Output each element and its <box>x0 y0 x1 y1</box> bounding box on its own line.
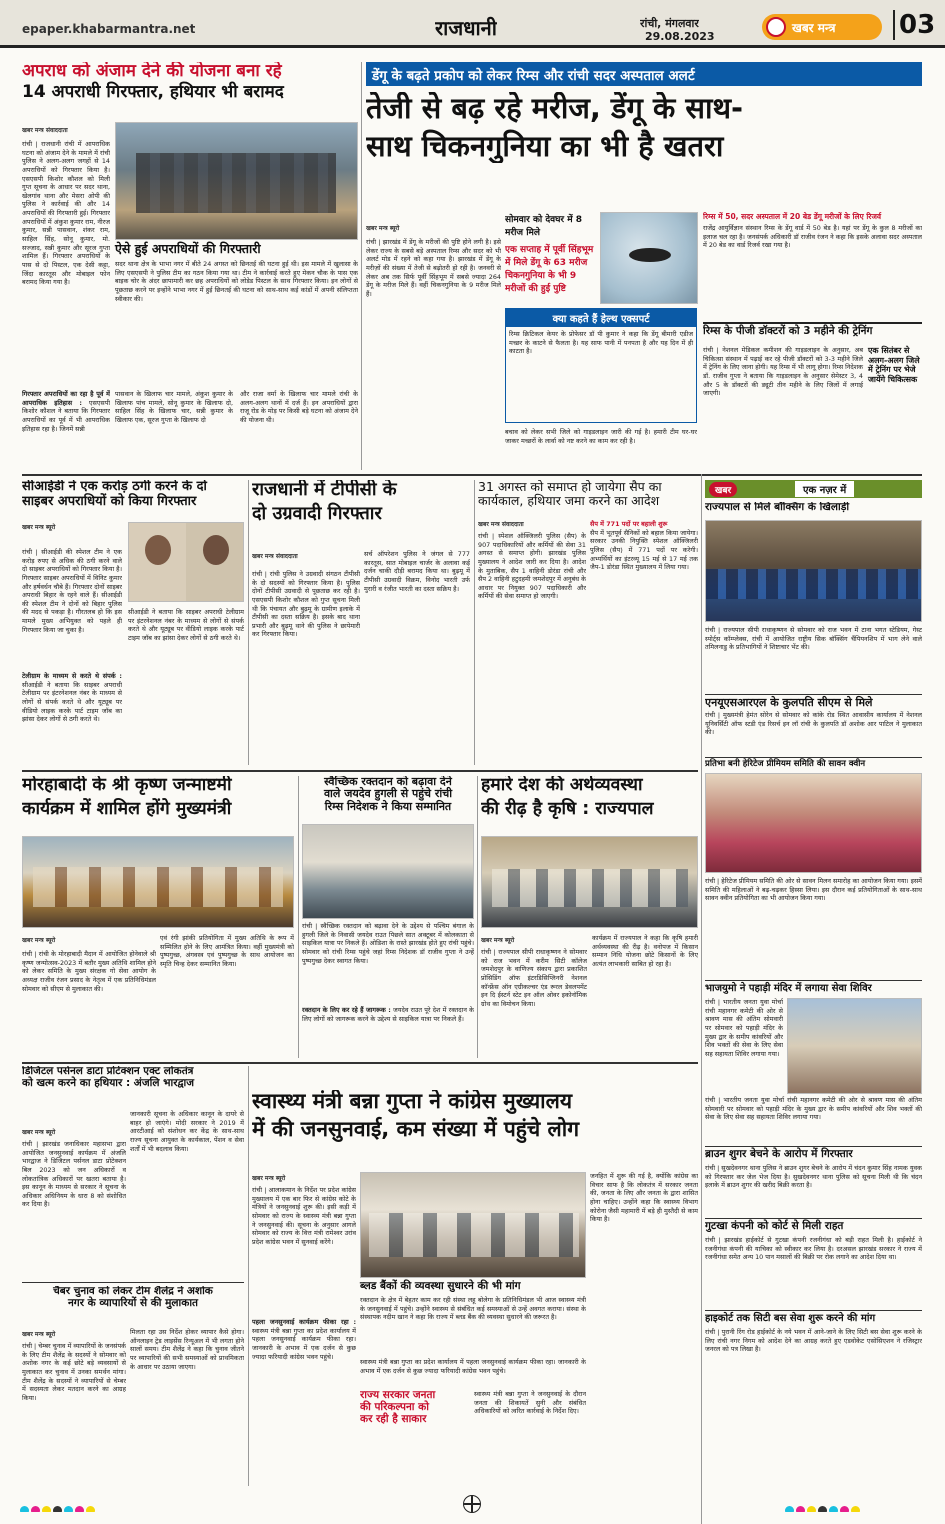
subhead-body: जयदेव राउत पूरे देश में रक्तदान के लिए लोगों को जागरूक करने के उद्देश्य से साइकिल यात्रा पर निकले हैं। <box>302 1006 474 1023</box>
mosquito-photo <box>600 212 698 304</box>
photo-body: रक्तदान के क्षेत्र में बेहतर काम कर रही संस्था लहू बोलेगा के प्रतिनिधिमंडल भी आज स्वास्थ्य मंत्री के जनसुनवाई में पहुंचे। उन्होंने स्वास्थ्य से संबंधित कई समस्याओं से उन्हें अवगत कराया। संस्था के संस्थापक नदीम खान ने कहा कि राज्य में ब्लड बैंक की व्यवस्था सुधारने की जरूरत है। <box>360 1296 586 1322</box>
byline: खबर मन्त्र संवाददाता <box>478 521 524 528</box>
chamber-body2: मिलता रहा उस निर्देश होकर व्यापार कैसे होगा। ऑनलाइन ट्रेड लाइसेंस रिन्यूअल में भी लगता होने सालों समय। टीम शैलेंद्र ने कहा कि चुनाव जीतने पर व्यापारियों की सभी समस्याओं को प्राथमिकता के आधार पर उठाया जाएगा। <box>130 1328 244 1371</box>
headline-line1: हमारे देश की अर्थव्यवस्था <box>481 776 643 795</box>
color-registration-left <box>20 1500 160 1512</box>
subhead-body: सैप में भूतपूर्व सैनिकों को बहाल किया जायेगा। सरकार उनकी नियुक्ति स्पेशल ऑक्जिलरी पुलिस (सैप) में 771 पदों पर करेगी। अभ्यर्थियों का इंटरव्यू 15 मई से 17 मई तक जैप-1 डोरंडा स्थित मुख्यालय में लिया गया। <box>590 528 698 572</box>
column-divider <box>361 62 362 470</box>
byline <box>366 222 501 234</box>
headline-line1: स्वास्थ्य मंत्री बन्ना गुप्ता ने कांग्रेस मुख्यालय <box>252 1090 573 1113</box>
byline: खबर मन्त्र संवाददाता <box>252 553 298 560</box>
mosquito-icon <box>629 248 671 262</box>
dengue-body: रांची | झारखंड में डेंगू के मरीजों की पुष्टि होने लगी है। इसे लेकर राज्य के सबसे बड़े अस्पताल रिम्स और सदर को भी अलर्ट मोड में रहने को कहा गया है। झारखंड में डेंगू के मरीज़ों की संख्या में तेजी से बढ़ोतरी हो रही है। जनवरी से लेकर अब तक सिर्फ पूर्वी सिंहभूम में सबसे ज्यादा 264 डेंगू के मरीज मिले हैं। वहीं चिकनगुनिया के 9 मरीज मिले हैं। <box>366 238 501 298</box>
story-body: रांची | नेशनल मेडिकल कमीशन की गाइडलाइन के अनुसार, अब चिकित्सा संस्थान में पढ़ाई कर रहे पीजी डॉक्टरों को 3-3 महीने जिले में ट्रेनिंग के लिए जाना होगी। यह रिम्स में भी लागू होगा। रिम्स निदेशक डॉ. राजीव गुप्ता ने बताया कि गाइडलाइन के अनुसार सेमेस्टर 3, 4 और 5 के डॉक्टरों की ड्यूटी तीन महीने के लिए जिलों में लगाई जाएगी। <box>703 346 863 398</box>
blood-body: रांची | स्वैच्छिक रक्तदान को बढ़ावा देने के उद्देश्य से पश्चिम बंगाल के हुगली जिले के निवासी जयदेव राउत पिछले सात अक्टूबर में कोलकाता से साइकिल यात्रा पर निकले हैं। ओडिशा के रास्ते झारखंड होते हुए रांची पहुंचे। सोमवार को रांची रिम्स पहुंचे जहां रिम्स निदेशक डॉ राजीव गुप्ता ने उन्हें पुष्पगुच्छ देकर स्वागत किया। <box>302 922 474 965</box>
nazar-item3-body: रांची | हेरिटेज प्रीमियम समिति की ओर से सावन मिलन समारोह का आयोजन किया गया। इसमें समिति की महिलाओं ने बढ़-चढ़कर हिस्सा लिया। इस दौरान कई प्रतियोगिताओं के साथ-साथ सावन क्वीन प्रतियोगिता का भी आयोजन किया गया। <box>705 877 922 903</box>
column-divider <box>701 474 702 1524</box>
column-divider <box>298 776 299 1058</box>
column-divider <box>248 480 249 765</box>
nazar-item3-head: प्रतिभा बनी हेरिटेज प्रीमियम समिति की सावन क्वीन <box>705 757 922 770</box>
photo-caption: ब्लड बैंकों की व्यवस्था सुधारने की भी मांग <box>360 1280 521 1292</box>
color-registration-right <box>785 1500 925 1512</box>
story1-sub <box>22 390 110 470</box>
expert-box <box>505 308 697 423</box>
nazar-label: खबर <box>709 482 737 497</box>
nazar-title: एक नज़र में <box>795 481 854 497</box>
dengue-side <box>703 212 922 317</box>
janmashtami-body2: एवं रंगी झांकी प्रतियोगिता में मुख्य अतिथि के रूप में सम्मिलित होने के लिए आमंत्रित किया। वहीं मुख्यमंत्री को पुष्पगुच्छ, अंगवस्त्र एवं पुष्पगुच्छ के साथ आयोजन का स्मृति चिन्ह देकर सम्मानित किया। <box>160 934 294 968</box>
section-rule <box>22 474 922 476</box>
stat-line-red: में मिले डेंगू के 63 मरीज <box>505 258 588 268</box>
story-agriculture-governor <box>481 776 698 836</box>
headline-line2: को खत्म करने का हथियार : अंजलि भारद्वाज <box>22 1076 195 1089</box>
byline-text: खबर मन्त्र ब्यूरो <box>366 225 400 232</box>
nazar-item4-body-cont: रांची | भारतीय जनता युवा मोर्चा रांची महानगर कमेटी की ओर से श्रावण मास की अंतिम सोमवारी पर सोमवार को पहाड़ी मंदिर के मुख्य द्वार के समीप कांवरियों और शिव भक्तों की सेवा के लिए सेवा सह सहायता शिविर लगाया गया। <box>705 1096 922 1122</box>
side-headline: रिम्स में 50, सदर अस्पताल में 20 बेड डेंगू मरीजों के लिए रिजर्व <box>703 212 882 221</box>
story1-body3: पासवान के खिलाफ चार मामले, अंकुश कुमार के खिलाफ पांच मामले, सोनू कुमार के खिलाफ दो, साहिल सिंह के खिलाफ चार, सन्नी कुमार के खिलाफ एक, सूरज गुप्ता के खिलाफ दो <box>115 390 233 424</box>
dengue-headline <box>366 92 922 163</box>
rims-felicitation-photo <box>302 824 474 919</box>
suspect-photos <box>128 522 244 602</box>
headline-line2: कार्यक्रम में शामिल होंगे मुख्यमंत्री <box>22 798 232 819</box>
dengue-kicker: डेंगू के बढ़ते प्रकोप को लेकर रिम्स और रांची सदर अस्पताल अलर्ट <box>366 62 922 86</box>
expert-title: क्या कहते हैं हेल्थ एक्सपर्ट <box>506 309 696 327</box>
blood-sub <box>302 1006 474 1056</box>
story-chamber-election <box>22 1286 244 1326</box>
box-head-line3: कर रही है साकार <box>360 1412 427 1425</box>
nazar-item5-head: ब्राउन शुगर बेचने के आरोप में गिरफ्तार <box>705 1146 922 1161</box>
sap-sub <box>590 520 698 765</box>
column-divider <box>248 1066 249 1486</box>
photo-caption: ऐसे हुई अपराधियों की गिरफ्तारी <box>115 241 261 256</box>
byline: खबर मन्त्र ब्यूरो <box>252 1175 286 1182</box>
section-rule <box>22 1062 698 1064</box>
janmashtami-body: रांची | रांची के मोरहाबादी मैदान में आयोजित होनेवाले श्री कृष्ण जन्मोत्सव-2023 में बतौर मुख्य अतिथि शामिल होने को लेकर समिति के मुख्य संरक्षक गो सेवा आयोग के अध्यक्ष राजीव रंजन प्रसाद के नेतृत्व में एक प्रतिनिधिमंडल सोमवार को सीएम से मुलाकात की। <box>22 950 156 993</box>
tpc-body: रांची | रांची पुलिस ने उग्रवादी संगठन टीपीसी के दो सदस्यों को गिरफ्तार किया है। पुलिस दोनों टीपीसी उग्रवादी से पूछताछ कर रही है। एसएसपी किशोर कौशल को गुप्त सूचना मिली थी कि पंचायत और बुढ़मू के ग्रामीण इलाके में टीपीसी का दस्ता सक्रिय है। इसके बाद थाना प्रभारी और बुढ़मू थाने की पुलिस ने छापेमारी कर गिरफ्तार किया। <box>252 570 360 639</box>
seva-shivir-photo <box>787 998 922 1094</box>
nazar-item2-head: एनयूएसआरएल के कुलपति सीएम से मिले <box>705 694 922 709</box>
headline-line2: वाले जयदेव हुगली से पहुंचे रांची <box>323 787 453 801</box>
stat-line: मरीज मिले <box>505 228 541 238</box>
stat-line-red: एक सप्ताह में पूर्वी सिंहभूम <box>505 245 594 255</box>
minister-col3-cont: स्वास्थ्य मंत्री बन्ना गुप्ता का प्रदेश कार्यालय में पहला जनसुनवाई कार्यक्रम फीका रहा। जानकारी के अभाव में एक दर्जन से कुछ ज्यादा फरियादी कांग्रेस भवन पहुंचे। <box>360 1358 586 1375</box>
story1-body: रांची | राजधानी रांची में आपराधिक घटना को अंजाम देने के मामले में रांची पुलिस ने अलग-अलग जगहों से 14 अपराधियों को गिरफ्तार किया है। एसएसपी किशोर कौशल को मिली गुप्त सूचना के आधार पर सदर थाना, खेलगांव थाना और मेसरा ओपी की पुलिस ने कार्रवाई की और 14 अपराधियों की गिरफ्तारी हुई। गिरफ्तार अपराधियों में अंकुश कुमार राम, नीरज कुमार, सन्नी पासवान, शंकर राम, साहिल सिंह, सोनू कुमार, मो. सज्जाद, सन्नी कुमार और सूरज गुप्ता शामिल हैं। गिरफ्तार अपराधियों के पास से दो पिस्टल, एक देसी कट्टा, जिंदा कारतूस और मोबाइल फोन बरामद किया गया है। <box>22 140 110 287</box>
sap-body: रांची | स्पेशल ऑक्जिलरी पुलिस (सैप) के 907 पदाधिकारियों और कर्मियों की सेवा 31 अगस्त से समाप्त होगी। झारखंड पुलिस मुख्यालय ने आदेश जारी कर दिया है। आदेश के मुताबिक, सैप 1 वाहिनी डोरंडा रांची और सैप 2 वाहिनी हटुदहमी जमशेदपुर में अनुबंध के आधार पर नियुक्त 907 पदाधिकारी और कर्मियों की सेवा समाप्त हो जाएगी। <box>478 532 586 601</box>
story-janmashtami <box>22 776 294 836</box>
agriculture-body: रांची | राज्यपाल सीपी राधाकृष्णन ने सोमवार को राज भवन में करीम सिटी कॉलेज जमशेदपुर के वाणिज्य संकाय द्वारा प्रकाशित प्रोसिडिंग ऑफ इंटरडिसिप्लिनरी नेशनल कॉन्फ्रेंस ऑन एग्रीकल्चर एंड रूरल डेवलपमेंट इन दि ईस्टर्न स्टेट इन ऑल ओवर इकोनॉमिक ग्रोथ का विमोचन किया। <box>481 948 587 1008</box>
box-head-line2: की परिकल्पना को <box>360 1400 429 1413</box>
data-protection-body: रांची | झारखंड जनाधिकार महासभा द्वारा आयोजित जनसुनवाई कार्यक्रम में अंजलि भारद्वाज ने डिजिटल पर्सनल डाटा प्रोटेक्शन बिल 2023 को जन अधिकारों व लोकतांत्रिक अधिकारों पर खतरा बताया है। इस कानून के माध्यम से सरकार ने सूचना के अधिकार अधिनियम के धारा 8 को संशोधित कर दिया है। <box>22 1140 126 1209</box>
arrest-photo <box>115 122 358 240</box>
minister-body: रांची | आलाकमान के निर्देश पर प्रदेश कांग्रेस मुख्यालय में एक बार फिर से कांग्रेस कोटे के मंत्रियों ने जनसुनवाई शुरू की। इसी कड़ी में सोमवार को राज्य के स्वास्थ्य मंत्री बन्ना गुप्ता ने जनसुनवाई की। सूचना के अनुसार आगले सोमवार को राज्य के वित्त मंत्री रामेश्वर उरांव प्रदेश कांग्रेस भवन में सुनवाई करेंगे। <box>252 1186 356 1246</box>
story1-body4: और राजा वर्मा के खिलाफ चार मामले रांची के अलग-अलग थानों में दर्ज हैं। इन अपराधियों द्वारा राजू रोड के मोड़ पर किसी बड़े घटना को अंजाम देने की योजना थी। <box>240 390 358 424</box>
data-protection-body2: जानकारी सूचना के अधिकार कानून के दायरे से बाहर हो जाएंगे। मोदी सरकार ने 2019 में आरटीआई को संशोधन कर केंद्र के साथ-साथ राज्य सूचना आयुक्त के कार्यकाल, पेंशन व सेवा शर्तों में भी बदलाव किया। <box>130 1110 244 1153</box>
agriculture-body2: कार्यक्रम में राज्यपाल ने कहा कि कृषि हमारी अर्थव्यवस्था की रीढ़ है। वनोपज में किसान सम्मान निधि योजना छोटे किसानों के लिए अत्यंत लाभकारी साबित हो रहा है। <box>592 934 698 968</box>
nazar-item2-body: रांची | मुख्यमंत्री हेमंत सोरेन से सोमवार को कांके रोड स्थित आवासीय कार्यालय में नेशनल यूनिवर्सिटी ऑफ स्टडी एंड रिसर्च इन लॉ रांची के कुलपति डॉ अशोक आर पाटिल ने मुलाकात की। <box>705 711 922 737</box>
headline: अपराध को अंजाम देने की योजना बना रहे <box>22 62 282 81</box>
subhead: पहला जनसुनवाई कार्यक्रम फीका रहा : <box>252 1318 356 1326</box>
cid-sub <box>22 672 122 764</box>
chamber-body: रांची | चेम्बर चुनाव में व्यापारियों के जनसंपर्क के लिए टीम शैलेंद्र के सदस्यों ने सोमवार को अशोक नगर के कई छोटे बड़े व्यवसायों से मुलाकात कर चुनाव में उनका समर्थन मांगा। टीम शैलेंद्र के सदस्यों ने व्यापारियों से चेम्बर में सदस्यता लेकर मतदान करने का आग्रह किया। <box>22 1342 126 1402</box>
pull-quote: एक सितंबर से अलग-अलग जिले में ट्रेनिंग पर भेजे जायेंगे चिकित्सक <box>868 346 920 384</box>
headline-line2: नगर के व्यापारियों से की मुलाकात <box>67 1296 199 1309</box>
subhead: रक्तदान के लिए कर रहे हैं जागरूक : <box>302 1006 391 1014</box>
subhead: सैप में 771 पदों पर बहाली शुरू <box>590 520 668 528</box>
nazar-item5-body: रांची | सुखदेवनगर थाना पुलिस ने ब्राउन शुगर बेचने के आरोप में चंदन कुमार सिंह नामक युवक को गिरफ्तार कर जेल भेज दिया है। सुखदेवनगर थाना पुलिस को सूचना मिली थी कि चंदन इलाके में ब्राउन शुगर की खरीद बिक्री करता है। <box>705 1164 922 1190</box>
masthead-bar <box>0 0 945 48</box>
headline-line2: में की जनसुनवाई, कम संख्या में पहुंचे लोग <box>252 1116 580 1141</box>
header-city-day: रांची, मंगलवार <box>640 17 699 30</box>
story-data-protection <box>22 1066 244 1106</box>
sawan-photo <box>705 773 922 873</box>
nazar-item7-body: रांची | पुरानी रिंग रोड हाईकोर्ट के नये भवन में आने-जाने के लिए सिटी बस सेवा शुरू करने के लिए रांची नगर निगम को आदेश देने का आग्रह करते हुए एडवोकेट एसोसिएशन ने रजिस्ट्रार जनरल को पत्र लिखा है। <box>705 1328 922 1354</box>
expert-body: रिम्स क्रिटिकल केयर के प्रोफेसर डॉ पी कुमार ने कहा कि डेंगू बीमारी एडीज मच्छर के काटने से फैलता है। यह साफ पानी में पनपता है और यह दिन में ही काटता है। <box>509 330 693 356</box>
headline-line1: मोरहाबादी के श्री कृष्ण जन्माष्टमी <box>22 776 232 795</box>
page-number: 03 <box>893 10 935 40</box>
boxing-photo <box>705 520 922 622</box>
jansunwai-photo <box>360 1172 586 1278</box>
headline-line3: रिम्स निदेशक ने किया सम्मानित <box>324 799 452 813</box>
byline: खबर मन्त्र ब्यूरो <box>22 1129 56 1136</box>
tpc-body2: सर्च ऑपरेशन पुलिस ने जंगल से 777 कारतूस, सात मोबाइल चार्जर के अलावा कई दर्जन चाकी दौड़ी बरामद किया था। बुढ़मू में टीपीसी उग्रवादी विक्रम, विनोद भारती उर्फ मुरारी व रंजीत भारती का दस्ता सक्रिय है। <box>364 550 470 593</box>
story-health-minister <box>252 1090 698 1160</box>
nazar-item1-head: राज्यपाल से मिले बॉक्सिंग के खिलाड़ी <box>705 502 850 513</box>
brand-name: खबर मन्त्र <box>792 21 836 35</box>
stat-line: सोमवार को देवघर में 8 <box>505 215 583 225</box>
section-title: राजधानी <box>435 16 497 40</box>
box-head-line1: राज्य सरकार जनता <box>360 1390 436 1401</box>
nazar-item6-body: रांची | झारखंड हाईकोर्ट से गुटखा कंपनी रजनीगंधा को बड़ी राहत मिली है। हाईकोर्ट ने रजनीगंधा कंपनी की याचिका को स्वीकार कर लिया है। दरअसल झारखंड सरकार ने राज्य में रजनीगंधा समेत अन्य 10 पान मसालों की बिक्री पर रोक लगाने का आदेश दिया था। <box>705 1236 922 1262</box>
byline: खबर मन्त्र ब्यूरो <box>22 937 56 944</box>
cid-body-col2: सीआईडी ने बताया कि साइबर अपराधी टेलीग्राम पर इंटरनेशनल नंबर के माध्यम से लोगों से संपर्क करते थे और यूट्यूब पर वीडियो लाइक करके पार्ट टाइम जॉब का झांसा देकर लोगों से ठगी करते थे। <box>128 608 244 642</box>
subhead-body: स्वास्थ्य मंत्री बन्ना गुप्ता का प्रदेश कार्यालय में पहला जनसुनवाई कार्यक्रम फीका रहा। जानकारी के अभाव में एक दर्जन से कुछ ज्यादा फरियादी कांग्रेस भवन पहुंचे। <box>252 1326 356 1361</box>
headline-line2: कार्यकाल, हथियार जमा करने का आदेश <box>478 493 660 508</box>
headline: रिम्स के पीजी डॉक्टरों को 3 महीने की ट्रेनिंग <box>703 325 873 337</box>
stat-line-red: चिकनगुनिया के भी 9 <box>505 271 577 281</box>
headline-line2: साइबर अपराधियों को किया गिरफ्तार <box>22 493 197 509</box>
header-date: 29.08.2023 <box>645 30 715 43</box>
minister-col3: जनहित में शुरू की गई है, क्योंकि कांग्रेस का विचार साफ है कि लोकतंत्र में सरकार जनता की, जनता के लिए और जनता के द्वारा शासित होना चाहिए। उन्होंने कहा कि स्वास्थ्य विभाग कोरोना जैसी महामारी में बड़े ही मुस्तैदी से काम किया है। <box>590 1172 698 1224</box>
headline-line1: स्वैच्छिक रक्तदान को बढ़ावा देने <box>324 776 452 788</box>
website-url[interactable]: epaper.khabarmantra.net <box>22 22 196 36</box>
governor-book-launch-photo <box>481 836 698 928</box>
brand-logo-icon <box>766 17 786 37</box>
headline-line2: साथ चिकनगुनिया का भी है खतरा <box>366 129 724 163</box>
column-divider <box>474 480 475 765</box>
byline-text: खबर मन्त्र संवाददाता <box>22 127 68 134</box>
headline-line1: 31 अगस्त को समाप्त हो जायेगा सैप का <box>478 480 662 494</box>
nazar-banner <box>705 480 922 498</box>
section-rule <box>22 1282 244 1283</box>
headline-line1: तेजी से बढ़ रहे मरीज, डेंगू के साथ- <box>366 92 744 125</box>
byline: खबर मन्त्र ब्यूरो <box>22 1331 56 1338</box>
headline-line1: चैंबर चुनाव को लेकर टीम शैलेंद्र ने अशोक <box>53 1286 213 1297</box>
headline-line2: 14 अपराधी गिरफ्तार, हथियार भी बरामद <box>22 82 284 103</box>
headline-line1: सीआईडी ने एक करोड़ ठगी करने के दो <box>22 480 207 494</box>
registration-crosshair-icon <box>463 1495 481 1513</box>
brand-badge <box>762 14 882 40</box>
headline-line1: राजधानी में टीपीसी के <box>252 480 397 500</box>
subhead: गिरफ्तार अपराधियों का रहा है पूर्व में आपराधिक इतिहास : <box>22 390 110 407</box>
column-divider <box>477 776 478 1058</box>
cm-meeting-photo <box>22 836 294 928</box>
state-govt-box <box>360 1390 468 1440</box>
section-rule <box>22 770 698 772</box>
dengue-body-tail: बचाव को लेकर सभी जिले को गाइडलाइन जारी की गई है। हमारी टीम घर-घर जाकर मच्छरों के लार्वा को नष्ट करने का काम कर रही है। <box>505 428 697 445</box>
subhead-body: सीआईडी ने बताया कि साइबर अपराधी टेलीग्राम पर इंटरनेशनल नंबर के माध्यम से लोगों से संपर्क करते थे और यूट्यूब पर वीडियो लाइक करके पार्ट टाइम जॉब का झांसा देकर लोगों से ठगी करते थे। <box>22 680 122 724</box>
nazar-item4-body: रांची | भारतीय जनता युवा मोर्चा रांची महानगर कमेटी की ओर से श्रावण मास की अंतिम सोमवारी पर सोमवार को पहाड़ी मंदिर के मुख्य द्वार के समीप कांवरियों और शिव भक्तों की सेवा के लिए सेवा सह सहायता शिविर लगाया गया। <box>705 998 783 1058</box>
nazar-item1-body: रांची | राज्यपाल सीपी राधाकृष्णन से सोमवार को राज भवन में टाना भगत स्टेडियम, गेस्ट स्पोर्ट्स कॉम्प्लेक्स, रांची में आयोजित राष्ट्रीय सिक बॉक्सिंग चैंपियनशिप में भाग लेने वाले तमिलनाडु के प्रतिभागियों ने शिष्टाचार भेंट की। <box>705 626 922 652</box>
box-body: स्वास्थ्य मंत्री बन्ना गुप्ता ने जनसुनवाई के दौरान जनता की शिकायतें सुनी और संबंधित अधिकारियों को त्वरित कार्रवाई के निर्देश दिए। <box>474 1390 586 1416</box>
byline: खबर मन्त्र ब्यूरो <box>22 524 56 532</box>
story1-body2: सदर थाना क्षेत्र के भाभा नगर में बीते 24 अगस्त को छिनतई की घटना हुई थी। इस मामले में खुलासा के लिए एसएसपी ने पुलिस टीम का गठन किया गया था। टीम ने कार्रवाई करते हुए मेकन चौक के पास एक बाइक चोर के अंदर छापामारी कर छह अपराधियों को लोडेड पिस्टल के साथ गिरफ्तार किया। इन लोगों से पूछताछ करने पर इन्होंने भाभा नगर में हुई छिनतई की घटना को साथ-साथ कई कांडों में अपनी संलिप्तता स्वीकार की। <box>115 260 358 303</box>
nazar-item4-head: भाजयुमो ने पहाड़ी मंदिर में लगाया सेवा शिविर <box>705 980 922 994</box>
headline-line2: की रीढ़ है कृषि : राज्यपाल <box>481 798 654 819</box>
stat-line-red: मरीजों की हुई पुष्टि <box>505 284 566 294</box>
subhead: टेलीग्राम के माध्यम से करते थे संपर्क : <box>22 672 122 680</box>
cid-body: रांची | सीआईडी की स्पेशल टीम ने एक करोड़ रुपए से अधिक की ठगी करने वाले दो साइबर अपराधियों को गिरफ्तार किया है। गिरफ्तार साइबर अपराधियों में विनिट कुमार और हर्षवर्धन चौबे हैं। गिरफ्तार दोनों साइबर अपराधी बिहार के रहने वाले हैं। सीआईडी की स्पेशल टीम ने दोनों को बिहार पुलिस की मदद से पकड़ा है। गौरतलब हो कि इस मामले मुख्य अभियुक्त को पहले ही गिरफ्तार किया जा चुका है। <box>22 548 122 634</box>
side-body: राजेंद्र आयुर्विज्ञान संस्थान रिम्स के डेंगू वार्ड में 50 बेड है। यहां पर डेंगू के कुल 8 मरीजों का इलाज चल रहा है। जनसंपर्क अधिकारी डॉ राजीव रंजन ने कहा कि इसके अलावा सदर अस्पताल में 20 बेड का वार्ड रिजर्व रखा गया है। <box>703 224 922 250</box>
minister-sub <box>252 1318 356 1396</box>
headline-line1: डिजिटल पर्सनल डाटा प्रोटेक्शन एक्ट लोकतंत्र <box>22 1066 194 1077</box>
byline: खबर मन्त्र ब्यूरो <box>481 937 515 944</box>
subhead-body: एसएसपी किशोर कौशल ने बताया कि गिरफ्तार अपराधियों का पूर्व में भी आपराधिक इतिहास रहा है। जिनमें सन्नी <box>22 398 110 433</box>
byline <box>22 124 110 136</box>
headline-line2: दो उग्रवादी गिरफ्तार <box>252 503 382 525</box>
nazar-item7-head: हाइकोर्ट तक सिटी बस सेवा शुरू करने की मांग <box>705 1310 922 1324</box>
story-pg-doctors <box>703 322 922 470</box>
nazar-item6-head: गुटखा कंपनी को कोर्ट से मिली राहत <box>705 1218 922 1233</box>
